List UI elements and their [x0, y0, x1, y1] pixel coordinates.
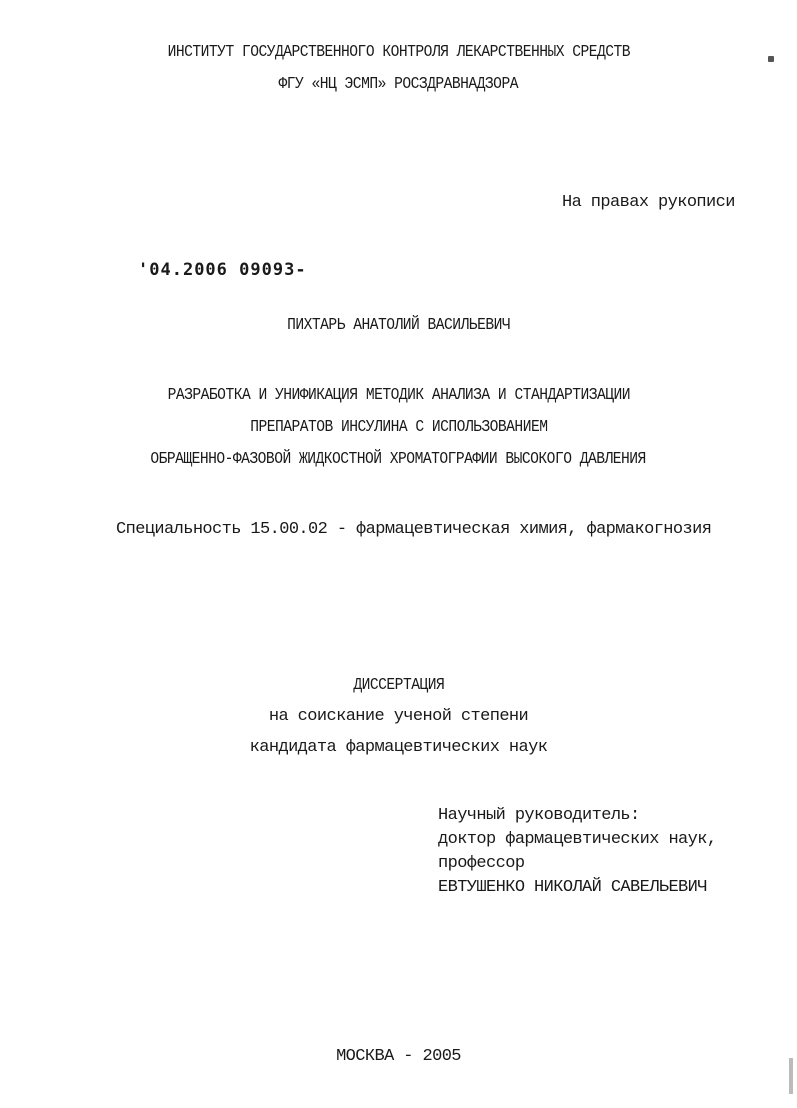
supervisor-title: профессор: [438, 854, 525, 873]
place-and-year: МОСКВА - 2005: [336, 1047, 461, 1066]
dissertation-type: ДИССЕРТАЦИЯ: [353, 676, 444, 695]
thesis-title-line3: ОБРАЩЕННО-ФАЗОВОЙ ЖИДКОСТНОЙ ХРОМАТОГРАФИИ ВЫСОКОГО ДАВЛЕНИЯ: [150, 450, 647, 469]
thesis-title-line1: РАЗРАБОТКА И УНИФИКАЦИЯ МЕТОДИК АНАЛИЗА И СТАНДАРТИЗАЦИИ: [167, 386, 630, 405]
dissertation-purpose: на соискание ученой степени: [268, 707, 529, 726]
institute-name-line1: ИНСТИТУТ ГОСУДАРСТВЕННОГО КОНТРОЛЯ ЛЕКАРСТВЕННЫХ СРЕДСТВ: [167, 43, 630, 62]
specialty: Специальность 15.00.02 - фармацевтическая химия, фармакогнозия: [116, 520, 712, 539]
scan-edge-mark: [789, 1058, 793, 1094]
thesis-title-line2: ПРЕПАРАТОВ ИНСУЛИНА С ИСПОЛЬЗОВАНИЕМ: [249, 418, 548, 437]
supervisor-degree: доктор фармацевтических наук,: [438, 830, 717, 849]
author-name: ПИХТАРЬ АНАТОЛИЙ ВАСИЛЬЕВИЧ: [287, 316, 510, 335]
institute-name-line2: ФГУ «НЦ ЭСМП» РОСЗДРАВНАДЗОРА: [278, 75, 519, 94]
manuscript-note: На правах рукописи: [562, 193, 735, 212]
dissertation-degree: кандидата фармацевтических наук: [249, 738, 548, 757]
scan-mark: [768, 56, 774, 62]
supervisor-name: ЕВТУШЕНКО НИКОЛАЙ САВЕЛЬЕВИЧ: [438, 878, 707, 897]
registration-stamp: '04.2006 09093-: [138, 260, 307, 280]
supervisor-label: Научный руководитель:: [438, 806, 640, 825]
